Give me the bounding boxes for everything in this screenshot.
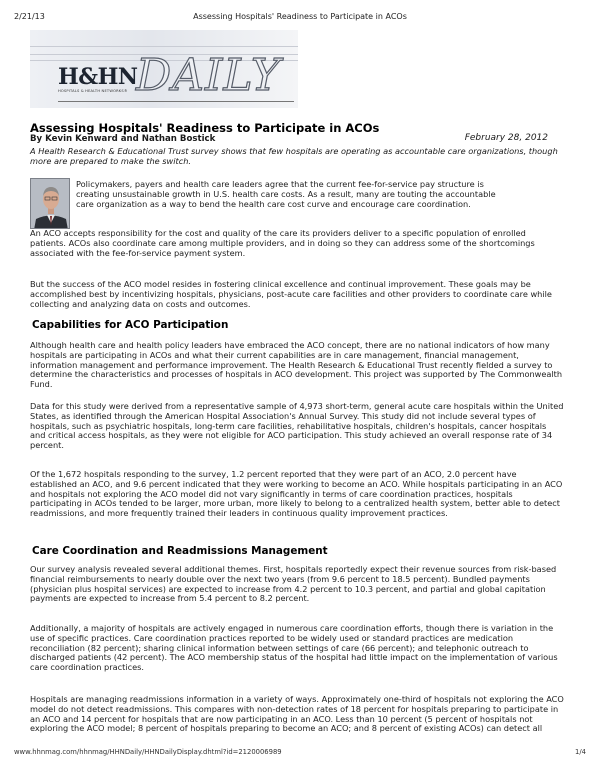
article-deck: A Health Research & Educational Trust survey shows that few hospitals are operating as accountable care organizations, though more are prepared to make the switch. [30,146,558,166]
capabilities-paragraph-2: Data for this study were derived from a representative sample of 4,973 short-term, general acute care hospitals within the United States, as identified through the American Hospital Association's Annual Survey. This study did not include several types of hospitals, such as psychiatric hospitals, long-term care facilities, rehabilitative hospitals, children's hospitals, cancer hospitals and critical access hospitals, as they were not eligible for ACO participation. This study achieved an overall response rate of 34 percent. [30,401,564,451]
footer-page-number: 1/4 [575,748,586,756]
capabilities-paragraph-3: Of the 1,672 hospitals responding to the survey, 1.2 percent reported that they were part of an ACO, 2.0 percent have established an ACO, and 9.6 percent indicated that they were working to become an ACO. While hospitals participating in an ACO and hospitals not exploring the ACO model did not vary significantly in terms of care coordination practices, hospitals participating in ACOs tended to be larger, more urban, more likely to belong to a centralized health system, better able to detect readmissions, and more frequently trained their leaders in continuous quality improvement practices. [30,469,563,519]
print-date: 2/21/13 [14,12,45,21]
care-coordination-paragraph-3: Hospitals are managing readmissions information in a variety of ways. Approximately one-third of hospitals not exploring the ACO model do not detect readmissions. This compares with non-detection rates of 18 percent for hospitals preparing to participate in an ACO and 14 percent for hospitals that are now participating in an ACO. Less than 10 percent (5 percent of hospitals not exploring the ACO model; 8 percent of hospitals preparing to become an ACO; and 8 percent of existing ACOs) can detect all [30,694,564,734]
banner-rule [58,101,294,102]
author-portrait [30,178,70,229]
care-coordination-paragraph-1: Our survey analysis revealed several additional themes. First, hospitals reportedly expect their revenue sources from risk-based financial reimbursements to nearly double over the next two years (from 9.6 percent to 18.5 percent). Bundled payments (physician plus hospital services) are expected to increase from 4.2 percent to 10.3 percent, and partial and global capitation payments are expected to increase from 5.4 percent to 8.2 percent. [30,564,557,604]
capabilities-paragraph-1: Although health care and health policy leaders have embraced the ACO concept, there are no national indicators of how many hospitals are participating in ACOs and what their current capabilities are in care management, financial management, information management and performance improvement. The Health Research & Educational Trust recently fielded a survey to determine the characteristics and processes of hospitals in ACO development. This project was supported by The Commonwealth Fund. [30,340,563,390]
print-title: Assessing Hospitals' Readiness to Participate in ACOs [193,12,407,21]
aco-success-paragraph: But the success of the ACO model resides in fostering clinical excellence and continual improvement. These goals may be accomplished best by incentivizing hospitals, physicians, post-acute care facilities and other providers to coordinate care while collecting and analyzing data on costs and outcomes. [30,279,552,309]
intro-paragraph: Policymakers, payers and health care leaders agree that the current fee-for-service pay structure is creating unsustainable growth in U.S. health care costs. As a result, many are touting the accountable care organization as a way to bend the health care cost curve and encourage care coordination. [76,179,496,209]
hhn-daily-banner[interactable] [30,30,298,108]
footer-url[interactable]: www.hhnmag.com/hhnmag/HHNDaily/HHNDailyDisplay.dhtml?id=2120006989 [14,748,282,756]
banner-stripe [30,46,298,47]
article-headline: Assessing Hospitals' Readiness to Participate in ACOs [30,121,380,135]
aco-definition-paragraph: An ACO accepts responsibility for the cost and quality of the care its providers deliver to a specific population of enrolled patients. ACOs also coordinate care among multiple providers, and in doing so they can address some of the shortcomings associated with the fee-for-service payment system. [30,228,535,258]
article-date: February 28, 2012 [464,133,548,143]
print-header [14,12,586,24]
section-heading-care-coordination: Care Coordination and Readmissions Management [32,545,328,557]
banner-daily-wordmark: DAILY [136,50,281,101]
print-footer [14,748,586,758]
banner-hhn-logo: H&HN [58,64,138,90]
care-coordination-paragraph-2: Additionally, a majority of hospitals are actively engaged in numerous care coordination efforts, though there is variation in the use of specific practices. Care coordination practices reported to be widely used or standard practices are medication reconciliation (82 percent); sharing clinical information between settings of care (66 percent); and telephonic outreach to discharged patients (42 percent). The ACO membership status of the hospital had little impact on the implementation of various care coordination practices. [30,623,558,673]
author-portrait-image [31,179,70,229]
banner-hhn-subtitle: HOSPITALS & HEALTH NETWORKS® [58,89,128,93]
section-heading-capabilities: Capabilities for ACO Participation [32,319,229,331]
article-byline: By Kevin Kenward and Nathan Bostick [30,134,216,144]
